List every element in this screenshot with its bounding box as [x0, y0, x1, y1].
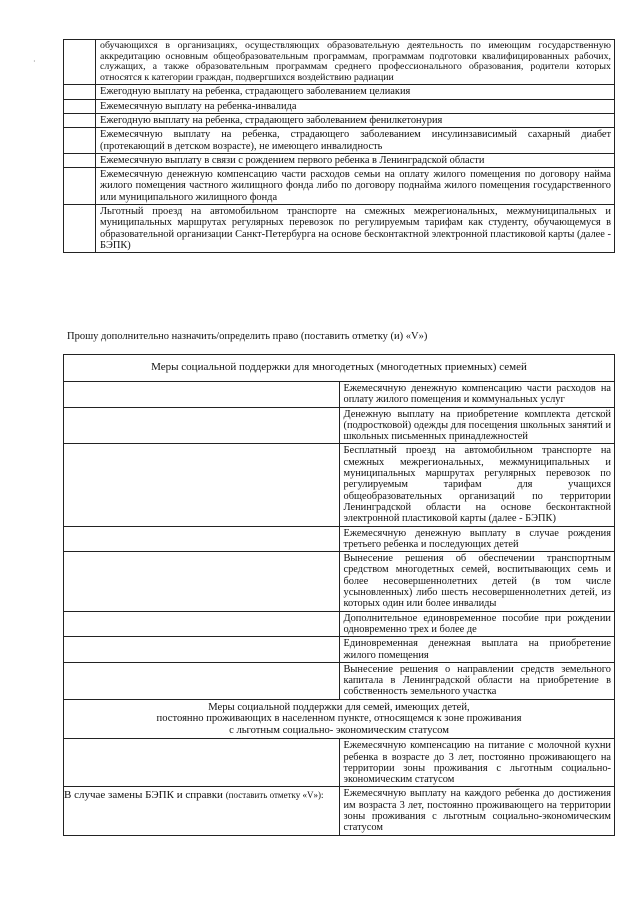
benefit-text: Вынесение решения о направлении средств земельного капитала в Ленинградской области на приобретение в собственность земельного участка	[339, 662, 615, 699]
replacement-note-hint: (поставить отметку «V»):	[225, 790, 324, 800]
zone-title-line: с льготным социально- экономическим статусом	[229, 724, 449, 736]
benefit-text: Денежную выплату на приобретение комплекта детской (подростковой) одежды для посещения школьных занятий и школьных письменных принадлежностей	[339, 407, 615, 444]
benefit-text: Ежемесячную выплату на каждого ребенка до достижения им возраста 3 лет, постоянно проживающего на территории зоны проживания с льготным социально-экономическим статусом	[339, 787, 615, 835]
checkbox-cell[interactable]	[64, 407, 340, 444]
checkbox-cell[interactable]	[64, 552, 340, 611]
benefit-text: Ежегодную выплату на ребенка, страдающего заболеванием фенилкетонурия	[96, 113, 615, 127]
checkbox-cell[interactable]	[64, 113, 96, 127]
replacement-note-main: В случае замены БЭПК и справки	[64, 789, 223, 801]
benefit-text: Дополнительное единовременное пособие при рождении одновременно трех и более де	[339, 611, 615, 637]
benefit-text: Ежемесячную денежную компенсацию части расходов на оплату жилого помещения и коммунальных услуг	[339, 382, 615, 408]
benefit-text: Бесплатный проезд на автомобильном транспорте на смежных межрегиональных, межмуниципальных и муниципальных маршрутах регулярных перевозок по регулируемым тарифам для учащихся общеобразовательных организаций по территории Ленинградской области на основе бесконтактной электронной пластиковой карты (далее - БЭПК)	[339, 444, 615, 526]
zone-title-line: Меры социальной поддержки для семей, имеющих детей,	[208, 701, 470, 713]
benefit-text: Ежемесячную выплату на ребенка, страдающего заболеванием инсулинзависимый сахарный диабет (протекающий в детском возрасте), не имеющего инвалидность	[96, 128, 615, 154]
checkbox-cell[interactable]	[64, 99, 96, 113]
benefit-row	[64, 113, 615, 127]
benefit-text: обучающихся в организациях, осуществляющих образовательную деятельность по имеющим государственную аккредитацию основным общеобразовательным программам, программам подготовки квалифицированных рабочих, служащих, а также образовательным программам среднего профессионального образования, родители которых относятся к категории граждан, подвергшихся воздействию радиации	[96, 40, 615, 85]
margin-mark: ·	[33, 57, 36, 66]
benefit-text: Ежегодную выплату на ребенка, страдающего заболеванием целиакия	[96, 85, 615, 99]
checkbox-cell[interactable]	[64, 444, 340, 526]
checkbox-cell[interactable]	[64, 128, 96, 154]
request-note: Прошу дополнительно назначить/определить право (поставить отметку (и) «V»)	[67, 331, 428, 342]
benefit-row	[64, 99, 615, 113]
section-header-row	[64, 355, 615, 382]
benefit-text: Единовременная денежная выплата на приобретение жилого помещения	[339, 637, 615, 663]
benefit-row	[64, 382, 615, 408]
checkbox-cell[interactable]	[64, 168, 96, 205]
checkbox-cell[interactable]	[64, 637, 340, 663]
benefit-row	[64, 444, 615, 526]
benefit-row	[64, 637, 615, 663]
benefit-text: Ежемесячную денежную выплату в случае рождения третьего ребенка и последующих детей	[339, 526, 615, 552]
checkbox-cell[interactable]	[64, 526, 340, 552]
checkbox-cell[interactable]	[64, 382, 340, 408]
checkbox-cell[interactable]	[64, 153, 96, 167]
benefit-row	[64, 526, 615, 552]
benefit-row	[64, 153, 615, 167]
benefit-row	[64, 611, 615, 637]
benefit-text: Ежемесячную компенсацию на питание с молочной кухни ребенка в возрасте до 3 лет, постоянно проживающего на территории зоны проживания с льготным социально-экономическим статусом	[339, 739, 615, 787]
checkbox-cell[interactable]	[64, 205, 96, 253]
benefit-row	[64, 552, 615, 611]
benefit-row	[64, 128, 615, 154]
benefit-text: Льготный проезд на автомобильном транспорте на смежных межрегиональных, межмуниципальных и муниципальных маршрутах регулярных перевозок по регулируемым тарифам как студенту, обучающемуся в образовательной организации Санкт-Петербурга на основе бесконтактной электронной пластиковой карты (далее - БЭПК)	[96, 205, 615, 253]
benefit-row	[64, 40, 615, 85]
benefit-row	[64, 205, 615, 253]
benefits-table-continued	[63, 39, 615, 253]
benefit-row	[64, 407, 615, 444]
checkbox-cell[interactable]	[64, 739, 340, 787]
benefit-text: Ежемесячную денежную компенсацию части расходов семьи на оплату жилого помещения по договору найма жилого помещения частного жилищного фонда либо по договору поднайма жилого помещения государственного или муниципального жилищного фонда	[96, 168, 615, 205]
zone-title	[64, 699, 615, 739]
benefit-text: Ежемесячную выплату в связи с рождением первого ребенка в Ленинградской области	[96, 153, 615, 167]
replacement-note	[64, 789, 324, 801]
checkbox-cell[interactable]	[64, 611, 340, 637]
benefit-row	[64, 739, 615, 787]
zone-title-line: постоянно проживающих в населенном пункте, относящемся к зоне проживания	[156, 713, 522, 725]
checkbox-cell[interactable]	[64, 85, 96, 99]
benefit-row	[64, 168, 615, 205]
benefit-row	[64, 85, 615, 99]
benefit-text: Вынесение решения об обеспечении транспортным средством многодетных семей, воспитывающих семь и более несовершеннолетних детей (в том числе усыновленных) либо шесть несовершеннолетних детей, из которых один или более инвалиды	[339, 552, 615, 611]
benefit-text: Ежемесячную выплату на ребенка-инвалида	[96, 99, 615, 113]
large-family-table	[63, 354, 615, 836]
section-header-row	[64, 699, 615, 739]
large-family-title: Меры социальной поддержки для многодетных (многодетных приемных) семей	[64, 355, 615, 382]
checkbox-cell[interactable]	[64, 662, 340, 699]
benefit-row	[64, 662, 615, 699]
checkbox-cell[interactable]	[64, 40, 96, 85]
